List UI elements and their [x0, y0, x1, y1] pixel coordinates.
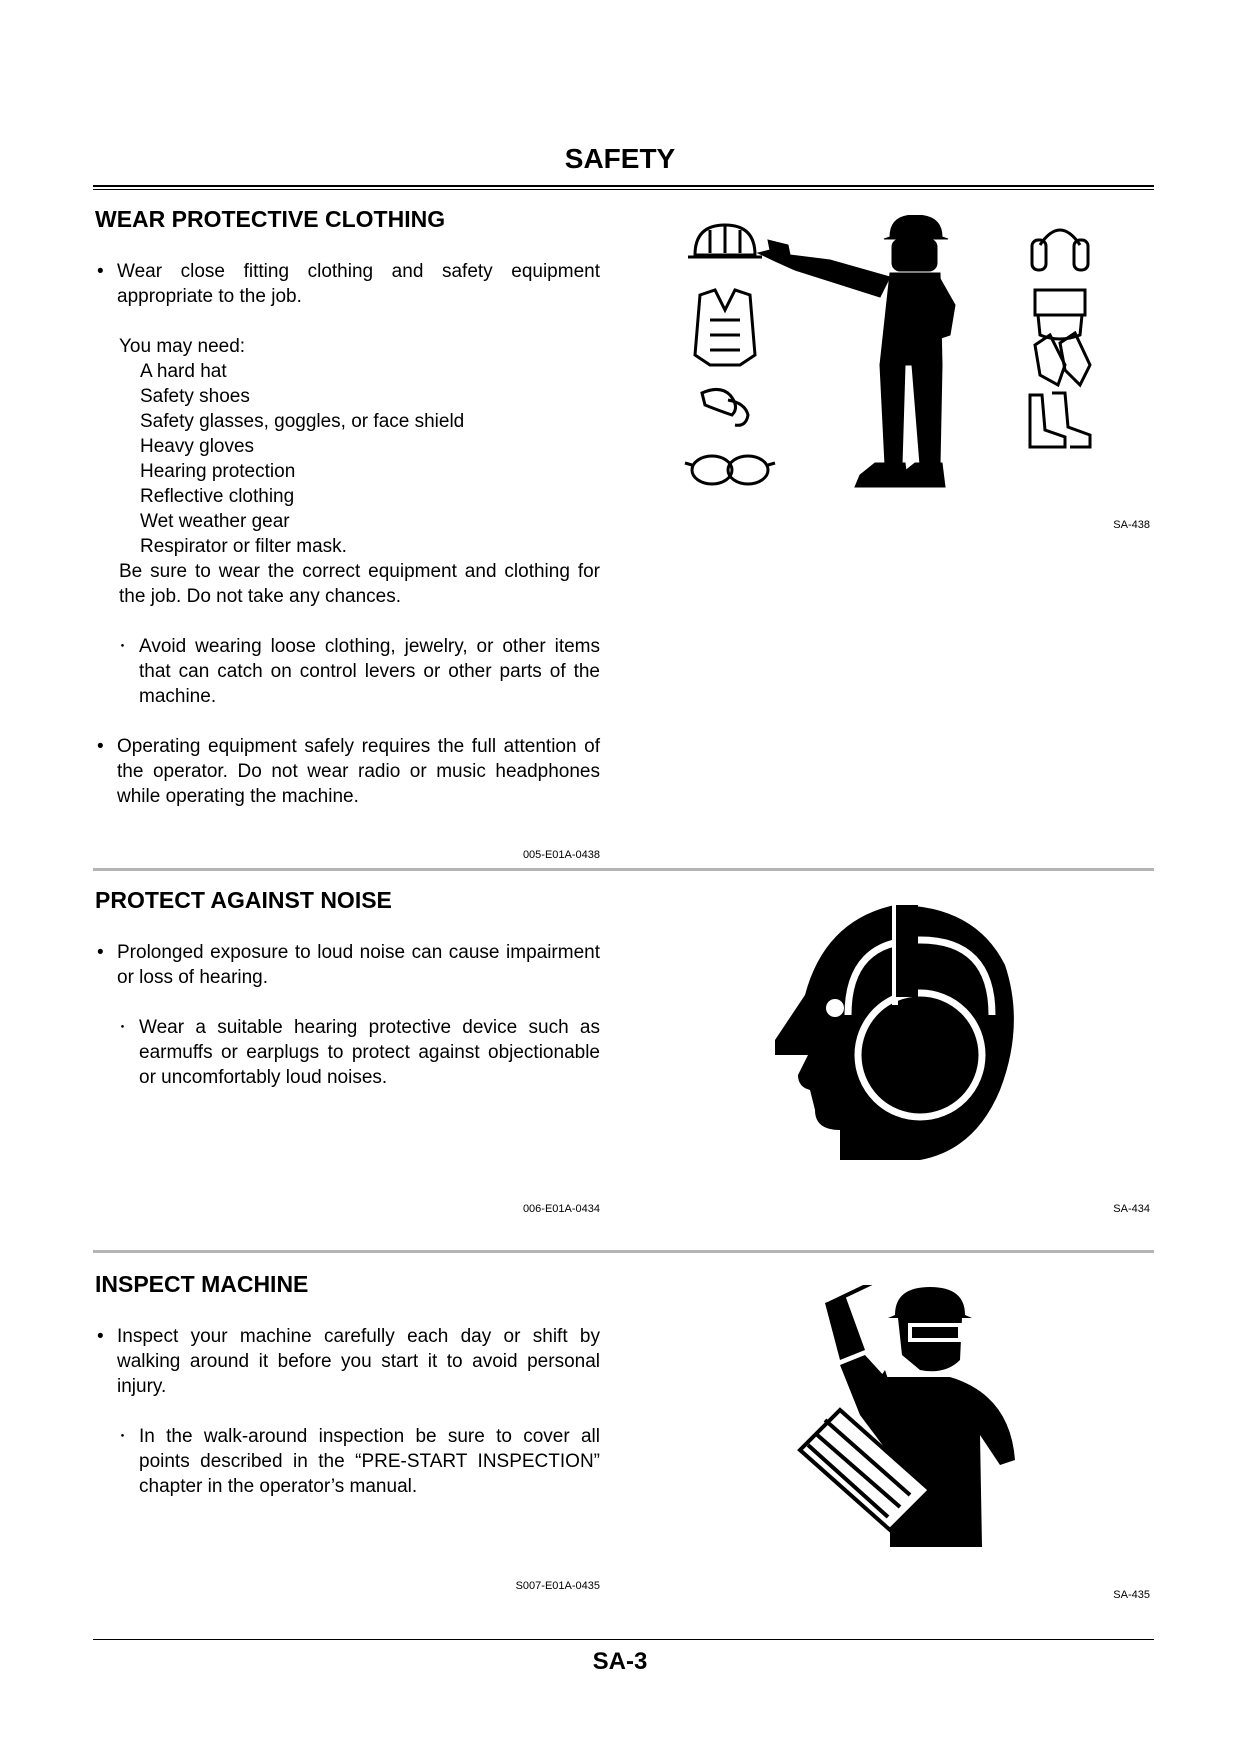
list-item: Wet weather gear: [140, 511, 290, 532]
list-item: A hard hat: [140, 361, 227, 382]
section-divider: [93, 1250, 1154, 1253]
sub-bullet-walk-around: ・ In the walk-around inspection be sure to cover all points described in the “PRE-START INSPECTION” chapter in the operator’s manual.: [95, 1424, 600, 1499]
hard-hat-icon: [688, 225, 762, 257]
figure-code: SA-435: [1113, 1589, 1150, 1601]
reflective-vest-icon: [695, 290, 755, 365]
figure-code: SA-434: [1113, 1203, 1150, 1215]
bullet-headphones: • Operating equipment safely requires the full attention of the operator. Do not wear radio or music headphones while operating the machine.: [95, 734, 600, 809]
list-item: Safety glasses, goggles, or face shield: [140, 411, 465, 432]
section-divider: [93, 868, 1154, 871]
worker-figure-icon: [758, 215, 955, 487]
bullet-close-fitting: • Wear close fitting clothing and safety equipment appropriate to the job.: [95, 259, 600, 309]
doc-code: 005-E01A-0438: [522, 849, 600, 861]
be-sure-text: Be sure to wear the correct equipment and clothing for the job. Do not take any chances.: [119, 561, 600, 607]
figure-code: SA-438: [1113, 519, 1150, 531]
doc-code: 006-E01A-0434: [522, 1203, 600, 1215]
inspector-with-clipboard-illustration: [770, 1285, 1020, 1555]
heavy-gloves-icon: [1035, 333, 1090, 385]
header-rule: [93, 185, 1154, 190]
section-body-noise: [95, 940, 600, 1090]
list-item: Heavy gloves: [140, 436, 255, 457]
section-heading-protective-clothing: WEAR PROTECTIVE CLOTHING: [95, 206, 446, 232]
section-heading-noise: PROTECT AGAINST NOISE: [95, 887, 392, 913]
safety-shoes-icon: [1030, 393, 1090, 447]
goggles-icon: [685, 456, 775, 484]
page-number: SA-3: [592, 1648, 648, 1675]
you-may-need-label: You may need:: [119, 336, 246, 357]
sub-bullet-loose-clothing: ・ Avoid wearing loose clothing, jewelry, or other items that can catch on control levers or other parts of the machine.: [95, 634, 600, 709]
section-body-protective-clothing: [95, 259, 600, 809]
bullet-inspect-daily: • Inspect your machine carefully each day or shift by walking around it before you start it to avoid personal injury.: [95, 1324, 600, 1399]
sub-bullet-hearing-device: ・ Wear a suitable hearing protective device such as earmuffs or earplugs to protect against objectionable or uncomfortably loud noises.: [95, 1015, 600, 1090]
face-shield-icon: [1035, 290, 1085, 339]
footer-rule: [93, 1639, 1154, 1640]
list-item: Reflective clothing: [140, 486, 295, 507]
earmuffs-icon: [1032, 230, 1088, 270]
list-item: Safety shoes: [140, 386, 250, 407]
page-title: SAFETY: [564, 143, 676, 174]
section-heading-inspect-machine: INSPECT MACHINE: [95, 1271, 309, 1297]
doc-code: S007-E01A-0435: [515, 1580, 600, 1592]
section-body-inspect-machine: [95, 1324, 600, 1499]
earplugs-icon: [702, 389, 748, 425]
hearing-protection-head-icon: [770, 905, 1020, 1165]
bullet-loud-noise: • Prolonged exposure to loud noise can cause impairment or loss of hearing.: [95, 940, 600, 990]
protective-clothing-illustration: [680, 215, 1120, 500]
list-item: Respirator or filter mask.: [140, 536, 347, 557]
list-item: Hearing protection: [140, 461, 296, 482]
